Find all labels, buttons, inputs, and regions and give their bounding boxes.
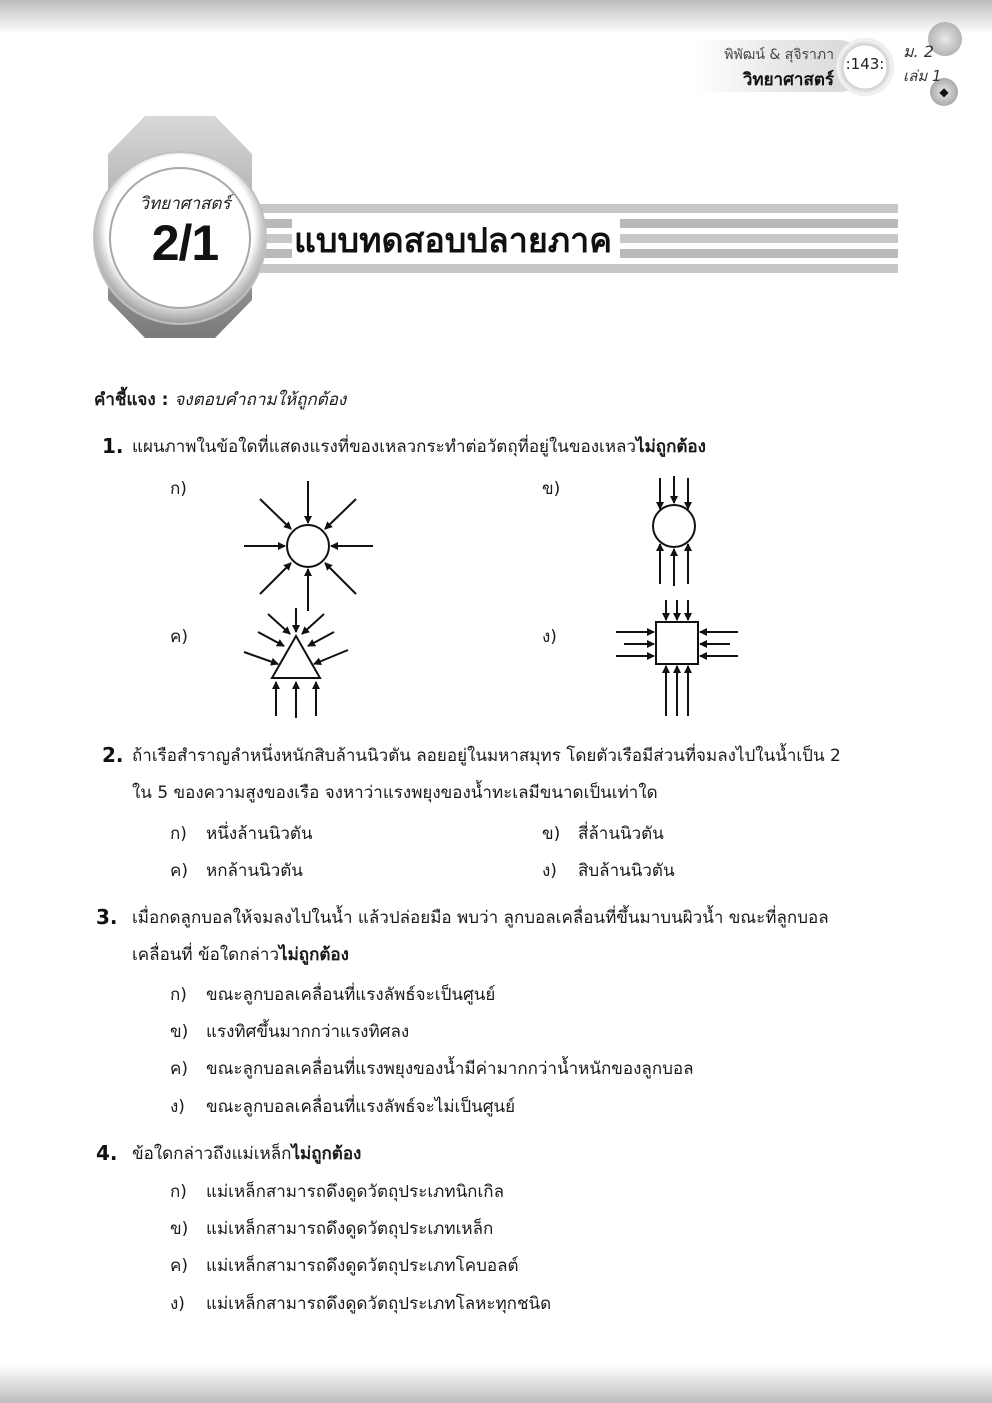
option-label: ข)	[542, 479, 561, 499]
option-text: ขณะลูกบอลเคลื่อนที่แรงลัพธ์จะเป็นศูนย์	[206, 985, 496, 1005]
option-label: ค)	[170, 861, 189, 881]
option-label: ง)	[170, 1294, 185, 1314]
question-text-line: ใน 5 ของความสูงของเรือ จงหาว่าแรงพยุงของน้ำทะเลมีขนาดเป็นเท่าใด	[132, 783, 658, 803]
option-text: แม่เหล็กสามารถดึงดูดวัตถุประเภทโคบอลต์	[206, 1256, 519, 1276]
option-text: แม่เหล็กสามารถดึงดูดวัตถุประเภทเหล็ก	[206, 1219, 494, 1239]
option-label: ง)	[542, 861, 557, 881]
page-number: :143:	[845, 55, 885, 73]
option-text: สิบล้านนิวตัน	[578, 861, 675, 881]
header-authors: พิพัฒน์ & สุจิราภา	[724, 47, 834, 63]
option-text: แรงทิศขึ้นมากกว่าแรงทิศลง	[206, 1022, 410, 1042]
question-text-part: เคลื่อนที่ ข้อใดกล่าว	[132, 945, 280, 965]
question-number: 1.	[102, 434, 124, 458]
diagram-triangle-arrows	[240, 606, 352, 718]
option-text: หนึ่งล้านนิวตัน	[206, 824, 313, 844]
question-text-line: ถ้าเรือสำราญลำหนึ่งหนักสิบล้านนิวตัน ลอยอยู่ในมหาสมุทร โดยตัวเรือมีส่วนที่จมลงไปในน้ำเป็น 2	[132, 746, 841, 766]
instructions-label: คำชี้แจง	[94, 390, 156, 410]
option-label: ค)	[170, 1256, 189, 1276]
section-subject-label: วิทยาศาสตร์	[139, 194, 231, 214]
header-grade: ม. 2	[903, 42, 934, 61]
option-text: หกล้านนิวตัน	[206, 861, 303, 881]
instructions-separator: :	[155, 390, 175, 410]
option-label: ก)	[170, 824, 187, 844]
page-title: แบบทดสอบปลายภาค	[292, 218, 620, 264]
option-label: ข)	[170, 1219, 189, 1239]
option-label: ก)	[170, 985, 187, 1005]
header-volume: เล่ม 1	[903, 67, 942, 85]
option-text: ขณะลูกบอลเคลื่อนที่แรงลัพธ์จะไม่เป็นศูนย์	[206, 1097, 516, 1117]
header-subject: วิทยาศาสตร์	[742, 70, 834, 90]
question-emphasis: ไม่ถูกต้อง	[636, 437, 706, 457]
instructions	[94, 386, 346, 413]
option-label: ข)	[170, 1022, 189, 1042]
question-number: 2.	[102, 743, 124, 767]
question-emphasis: ไม่ถูกต้อง	[279, 945, 349, 965]
option-text: แม่เหล็กสามารถดึงดูดวัตถุประเภทนิกเกิล	[206, 1182, 504, 1202]
diamond-bullet-icon: ◆	[939, 85, 949, 99]
option-label: ก)	[170, 479, 187, 499]
option-label: ก)	[170, 1182, 187, 1202]
top-page-shade	[0, 0, 992, 34]
option-text: ขณะลูกบอลเคลื่อนที่แรงพยุงของน้ำมีค่ามากกว่าน้ำหนักของลูกบอล	[206, 1059, 694, 1079]
option-label: ข)	[542, 824, 561, 844]
question-text-part: ข้อใดกล่าวถึงแม่เหล็ก	[132, 1144, 292, 1164]
diagram-circle-top-bottom	[640, 474, 700, 588]
question-text	[132, 429, 706, 465]
question-text-part: แผนภาพในข้อใดที่แสดงแรงที่ของเหลวกระทำต่อวัตถุที่อยู่ในของเหลว	[132, 437, 637, 457]
option-label: ง)	[170, 1097, 185, 1117]
question-text-line: เมื่อกดลูกบอลให้จมลงไปในน้ำ แล้วปล่อยมือ พบว่า ลูกบอลเคลื่อนที่ขึ้นมาบนผิวน้ำ ขณะที่ลูกบอล	[132, 908, 829, 928]
question-text-line	[132, 937, 349, 973]
option-label: ง)	[542, 627, 557, 647]
instructions-text: จงตอบคำถามให้ถูกต้อง	[174, 390, 347, 410]
section-number: 2/1	[151, 215, 219, 271]
question-emphasis: ไม่ถูกต้อง	[291, 1144, 362, 1164]
diagram-square-arrows	[612, 598, 742, 718]
bottom-page-shade	[0, 1365, 992, 1403]
question-text	[132, 1136, 361, 1172]
option-label: ค)	[170, 1059, 189, 1079]
option-text: แม่เหล็กสามารถดึงดูดวัตถุประเภทโลหะทุกชนิด	[206, 1294, 552, 1314]
option-text: สี่ล้านนิวตัน	[578, 824, 664, 844]
diagram-circle-all-directions	[236, 478, 380, 614]
option-label: ค)	[170, 627, 189, 647]
question-number: 3.	[96, 905, 118, 929]
question-number: 4.	[96, 1141, 118, 1165]
